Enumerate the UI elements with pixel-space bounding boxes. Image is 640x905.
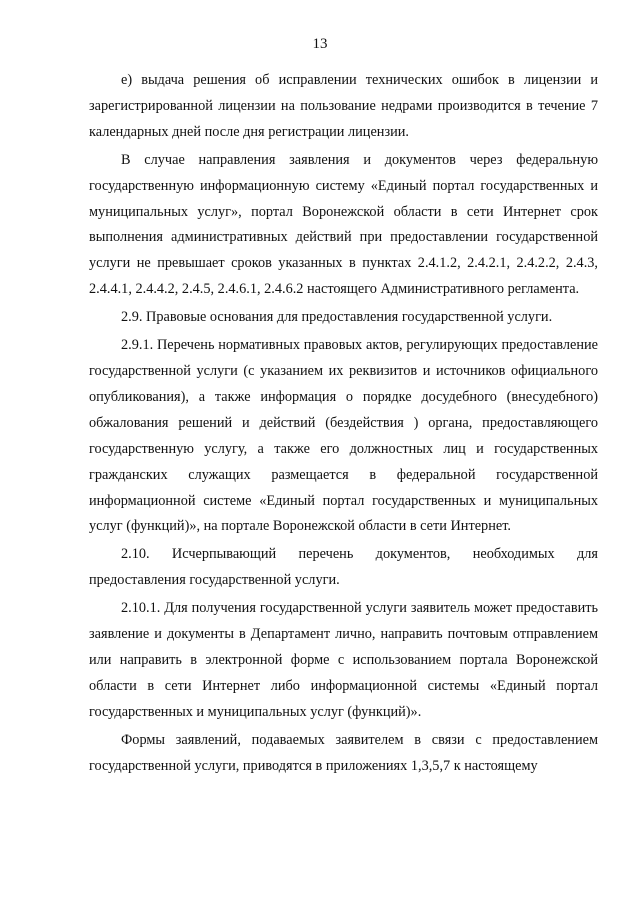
paragraph-2-9-1: 2.9.1. Перечень нормативных правовых актов, регулирующих предоставление государственной услуги (с указанием их реквизитов и источников официального опубликования), а также информация о порядке досудебного (внесудебного) обжалования решений и действий (бездействия ) органа, предоставляющего государственную услугу, а также его должностных лиц и государственных гражданских служащих размещается в федеральной государственной информационной системе «Единый портал государственных и муниципальных услуг (функций)», на портале Воронежской области в сети Интернет. (89, 337, 598, 535)
paragraph-2-10-1: 2.10.1. Для получения государственной услуги заявитель может предоставить заявление и документы в Департамент лично, направить почтовым отправлением или направить в электронной форме с использованием портала Воронежской области в сети Интернет либо информационной системы «Единый портал государственных и муниципальных услуг (функций)». (89, 600, 598, 720)
body-text (89, 68, 598, 779)
section-heading-2-10: 2.10. Исчерпывающий перечень документов, необходимых для предоставления государственной услуги. (89, 546, 598, 589)
paragraph-license-correction: е) выдача решения об исправлении технических ошибок в лицензии и зарегистрированной лицензии на пользование недрами производится в течение 7 календарных дней после дня регистрации лицензии. (89, 72, 598, 140)
page-number: 13 (312, 36, 328, 52)
section-heading-2-9: 2.9. Правовые основания для предоставления государственной услуги. (121, 309, 553, 326)
paragraph-electronic-submission: В случае направления заявления и документов через федеральную государственную информационную систему «Единый портал государственных и муниципальных услуг», портал Воронежской области в сети Интернет срок выполнения административных действий при предоставлении государственной услуги не превышает сроков указанных в пунктах 2.4.1.2, 2.4.2.1, 2.4.2.2, 2.4.3, 2.4.4.1, 2.4.4.2, 2.4.5, 2.4.6.1, 2.4.6.2 настоящего Административного регламента. (89, 151, 598, 298)
paragraph-application-forms: Формы заявлений, подаваемых заявителем в связи с предоставлением государственной услуги, приводятся в приложениях 1,3,5,7 к настоящему (89, 731, 598, 774)
